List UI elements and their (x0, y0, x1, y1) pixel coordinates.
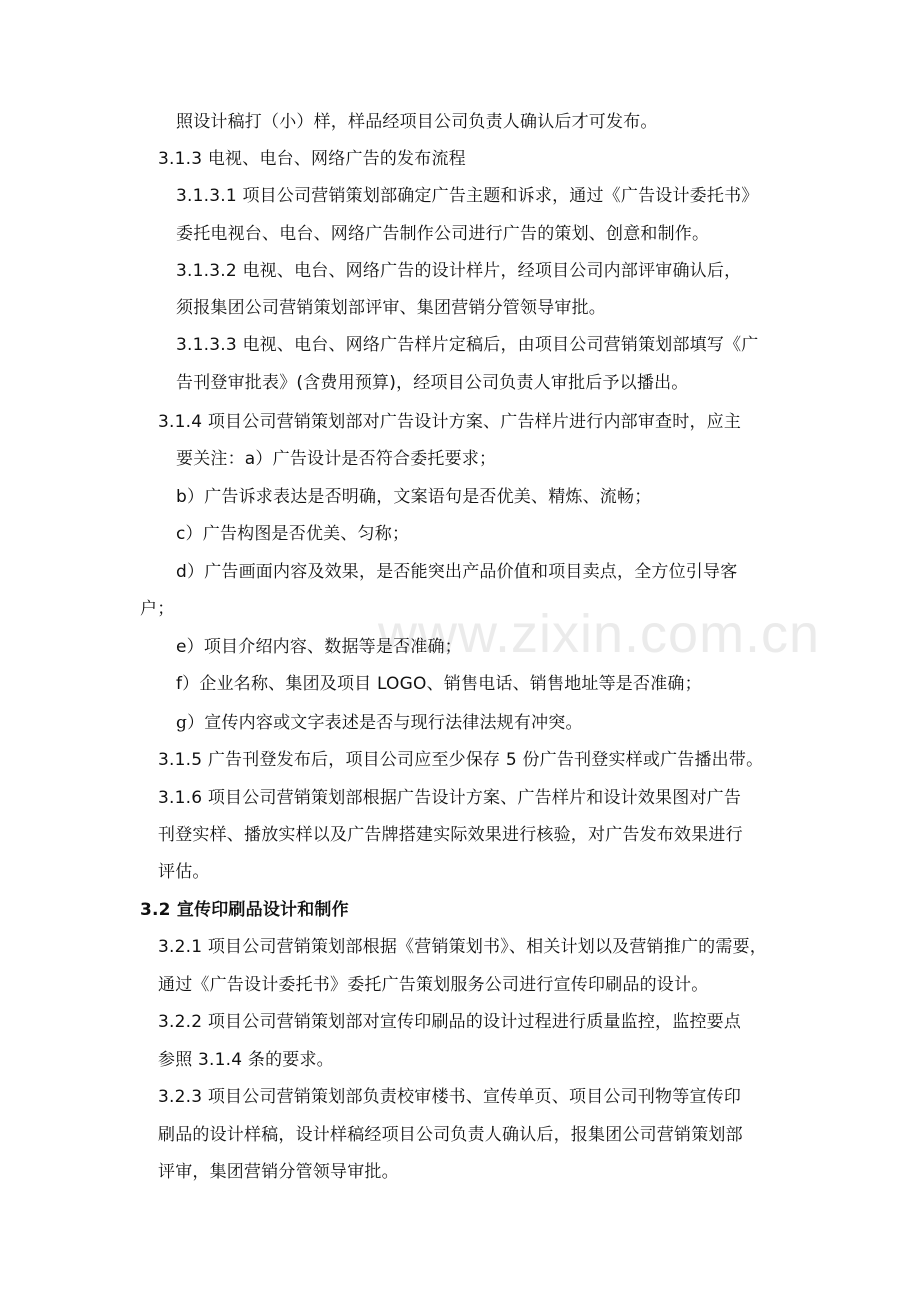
section-title-3-1-3: 3.1.3 电视、电台、网络广告的发布流程 (158, 149, 466, 169)
paragraph-line: 委托电视台、电台、网络广告制作公司进行广告的策划、创意和制作。 (176, 224, 710, 244)
section-title-3-1-5: 3.1.5 广告刊登发布后，项目公司应至少保存 5 份广告刊登实样或广告播出带。 (158, 750, 764, 770)
section-title-3-2-2: 3.2.2 项目公司营销策划部对宣传印刷品的设计过程进行质量监控，监控要点 (158, 1012, 742, 1032)
paragraph-line: 评估。 (158, 862, 210, 882)
section-title-3-1-4: 3.1.4 项目公司营销策划部对广告设计方案、广告样片进行内部审查时，应主 (158, 412, 742, 432)
paragraph-line: 3.1.3.2 电视、电台、网络广告的设计样片，经项目公司内部评审确认后， (176, 261, 742, 281)
section-title-3-2-3: 3.2.3 项目公司营销策划部负责校审楼书、宣传单页、项目公司刊物等宣传印 (158, 1087, 742, 1107)
paragraph-line: 3.1.3.3 电视、电台、网络广告样片定稿后，由项目公司营销策划部填写《广 (176, 335, 759, 355)
section-title-3-2-1: 3.2.1 项目公司营销策划部根据《营销策划书》、相关计划以及营销推广的需要， (158, 937, 767, 957)
paragraph-line: 评审，集团营销分管领导审批。 (158, 1162, 399, 1182)
paragraph-line: 通过《广告设计委托书》委托广告策划服务公司进行宣传印刷品的设计。 (158, 975, 709, 995)
list-item-c: c）广告构图是否优美、匀称； (176, 524, 410, 544)
list-item-e: e）项目介绍内容、数据等是否准确； (176, 637, 462, 657)
list-item-d: d）广告画面内容及效果，是否能突出产品价值和项目卖点，全方位引导客 (176, 562, 738, 582)
paragraph-line: 照设计稿打（小）样，样品经项目公司负责人确认后才可发布。 (176, 112, 658, 132)
paragraph-line: 要关注：a）广告设计是否符合委托要求； (176, 449, 497, 469)
watermark: www.zixin.com.cn (378, 604, 821, 664)
paragraph-line: 刊登实样、播放实样以及广告牌搭建实际效果进行核验，对广告发布效果进行 (158, 825, 743, 845)
list-item-f: f）企业名称、集团及项目 LOGO、销售电话、销售地址等是否准确； (176, 674, 702, 694)
paragraph-line: 参照 3.1.4 条的要求。 (158, 1050, 334, 1070)
section-title-3-1-6: 3.1.6 项目公司营销策划部根据广告设计方案、广告样片和设计效果图对广告 (158, 788, 742, 808)
list-item-b: b）广告诉求表达是否明确，文案语句是否优美、精炼、流畅； (176, 487, 652, 507)
paragraph-line: 刷品的设计样稿，设计样稿经项目公司负责人确认后，报集团公司营销策划部 (158, 1125, 743, 1145)
list-item-d-continued: 户； (140, 599, 175, 619)
list-item-g: g）宣传内容或文字表述是否与现行法律法规有冲突。 (176, 713, 583, 733)
section-heading-3-2: 3.2 宣传印刷品设计和制作 (140, 900, 349, 920)
paragraph-line: 须报集团公司营销策划部评审、集团营销分管领导审批。 (176, 298, 606, 318)
paragraph-line: 3.1.3.1 项目公司营销策划部确定广告主题和诉求，通过《广告设计委托书》 (176, 186, 759, 206)
paragraph-line: 告刊登审批表》(含费用预算)，经项目公司负责人审批后予以播出。 (176, 373, 689, 393)
